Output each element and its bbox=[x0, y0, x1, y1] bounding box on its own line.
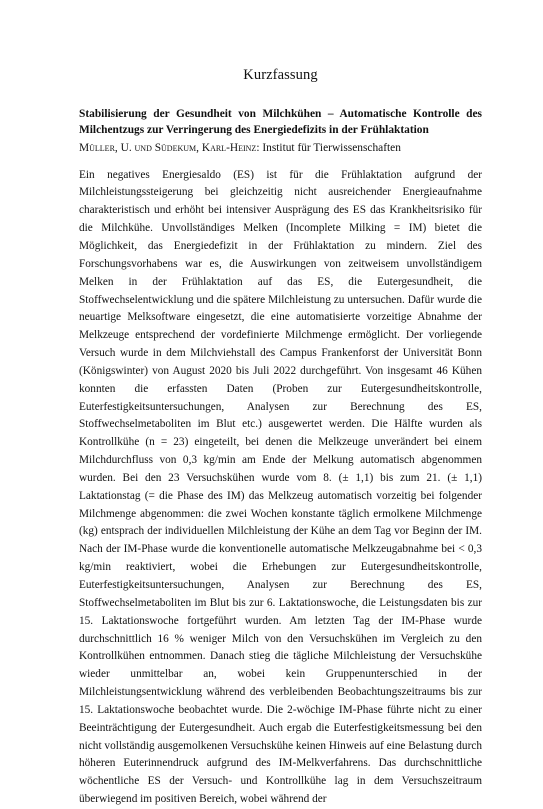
author-affiliation: : Institut für Tierwissenschaften bbox=[256, 141, 401, 154]
author-line bbox=[79, 140, 482, 156]
paper-title: Stabilisierung der Gesundheit von Milchkühen – Automatische Kontrolle des Milchentzugs zur Verringerung des Energiedefizits in der Frühlaktation bbox=[79, 108, 482, 136]
abstract-body: Ein negatives Energiesaldo (ES) ist für die Frühlaktation aufgrund der Milchleistungssteigerung bei gleichzeitig nicht ausreichender Energieaufnahme charakteristisch und erhöht bei intensiver Ausprägung des ES das Krankheitsrisiko für die Milchkühe. Unvollständiges Melken (Incomplete Milking = IM) bietet die Möglichkeit, das Energiedefizit in der Frühlaktation zu mindern. Ziel des Forschungsvorhabens war es, die Auswirkungen von zeitweisem unvollständigem Melken in der Frühlaktation auf das ES, die Eutergesundheit, die Stoffwechselentwicklung und die spätere Milchleistung zu untersuchen. Dafür wurde die neuartige Melksoftware eingesetzt, die eine automatisierte vorzeitige Abnahme der Melkzeuge entsprechend der vordefinierte Milchmenge ermöglicht. Der vorliegende Versuch wurde in dem Milchviehstall des Campus Frankenforst der Universität Bonn (Königswinter) von August 2020 bis Juli 2022 durchgeführt. Von insgesamt 46 Kühen konnten die erfassten Daten (Proben zur Eutergesundheitskontrolle, Euterfestigkeitsuntersuchungen, Analysen zur Berechnung des ES, Stoffwechselmetaboliten im Blut etc.) ausgewertet werden. Die Hälfte wurden als Kontrollkühe (n = 23) eingeteilt, bei denen die Melkzeuge unverändert bei einem Milchdurchfluss von 0,3 kg/min am Ende der Melkung automatisch abgenommen wurden. Bei den 23 Versuchskühen wurde vom 8. (± 1,1) bis zum 21. (± 1,1) Laktationstag (= die Phase des IM) das Melkzeug automatisch vorzeitig bei folgender Milchmenge abgenommen: die zwei Wochen konstante täglich ermolkene Milchmenge (kg) entsprach der individuellen Milchleistung der Kühe an dem Tag vor Beginn der IM. Nach der IM-Phase wurde die konventionelle automatische Melkzeugabnahme bei < 0,3 kg/min reaktiviert, wobei die Erhebungen zur Eutergesundheitskontrolle, Euterfestigkeitsuntersuchungen, Analysen zur Berechnung des ES, Stoffwechselmetaboliten im Blut bis zur 6. Laktationswoche, die Leistungsdaten bis zur 15. Laktationswoche fortgeführt wurden. Am letzten Tag der IM-Phase wurde durchschnittlich 16 % weniger Milch von den Versuchskühen im Vergleich zu den Kontrollkühen entnommen. Danach stieg die tägliche Milchleistung der Versuchskühe wieder unmittelbar an, wobei kein Gruppenunterschied in der Milchleistungsentwicklung während des verbleibenden Beobachtungszeitraums bis zur 15. Laktationswoche beobachtet wurde. Die 2-wöchige IM-Phase führte nicht zu einer Beeinträchtigung der Eutergesundheit. Auch ergab die Euterfestigkeitsmessung bei den nicht vollständig ausgemolkenen Versuchskühe keinen Hinweis auf eine Belastung durch höheren Euterinnendruck aufgrund des IM-Melkverfahrens. Das durchschnittliche wöchentliche ES der Versuch- und Kontrollkühe lag in dem Versuchszeitraum überwiegend im positiven Bereich, wobei während der bbox=[79, 168, 482, 806]
section-heading: Kurzfassung bbox=[243, 67, 318, 83]
author-names: Müller, U. und Südekum, Karl-Heinz bbox=[79, 141, 257, 154]
